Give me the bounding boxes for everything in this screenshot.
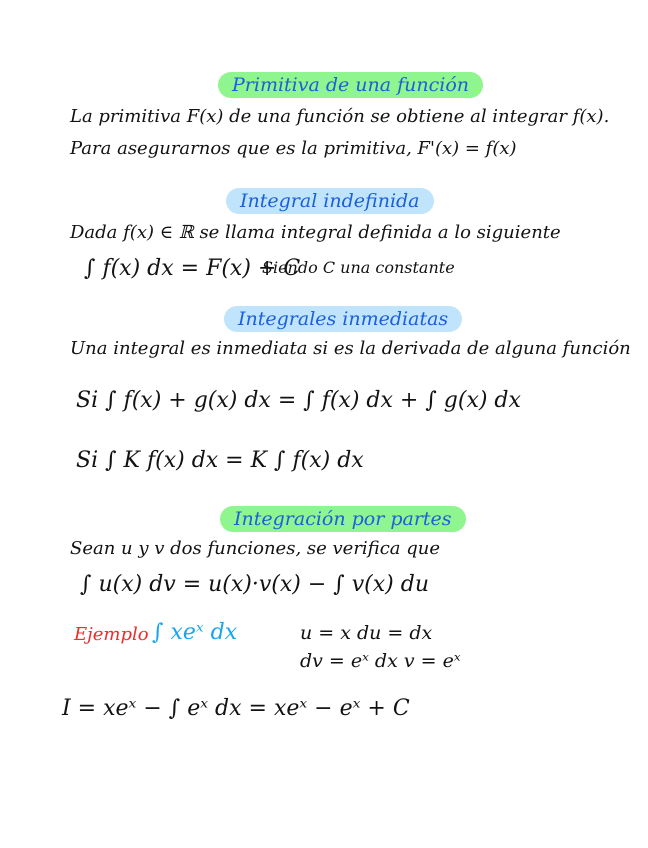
example-integral: ∫ xeˣ dx — [152, 620, 238, 645]
indefinite-line-1: Dada f(x) ∈ ℝ se llama integral definida a lo siguiente — [70, 222, 561, 243]
example-substitution-1: u = x du = dx — [300, 622, 433, 644]
heading-primitive: Primitiva de una función — [218, 72, 483, 98]
primitive-line-2: Para asegurarnos que es la primitiva, F'(x) = f(x) — [70, 138, 517, 159]
indefinite-formula: ∫ f(x) dx = F(x) + C — [84, 256, 301, 281]
primitive-line-1: La primitiva F(x) de una función se obtiene al integrar f(x). — [70, 106, 610, 127]
immediate-constant-rule: Si ∫ K f(x) dx = K ∫ f(x) dx — [76, 448, 364, 473]
parts-formula: ∫ u(x) dv = u(x)·v(x) − ∫ v(x) du — [80, 572, 429, 597]
parts-line-1: Sean u y v dos funciones, se verifica que — [70, 538, 440, 559]
example-result: I = xeˣ − ∫ eˣ dx = xeˣ − eˣ + C — [62, 696, 410, 721]
heading-indefinite-integral: Integral indefinida — [226, 188, 434, 214]
immediate-line-1: Una integral es inmediata si es la derivada de alguna función — [70, 338, 631, 359]
heading-immediate-integrals: Integrales inmediatas — [224, 306, 462, 332]
example-label: Ejemplo — [74, 624, 149, 645]
indefinite-constant-note: Siendo C una constante — [262, 258, 455, 277]
heading-integration-by-parts: Integración por partes — [220, 506, 466, 532]
immediate-sum-rule: Si ∫ f(x) + g(x) dx = ∫ f(x) dx + ∫ g(x) dx — [76, 388, 521, 413]
example-substitution-2: dv = eˣ dx v = eˣ — [300, 650, 461, 672]
